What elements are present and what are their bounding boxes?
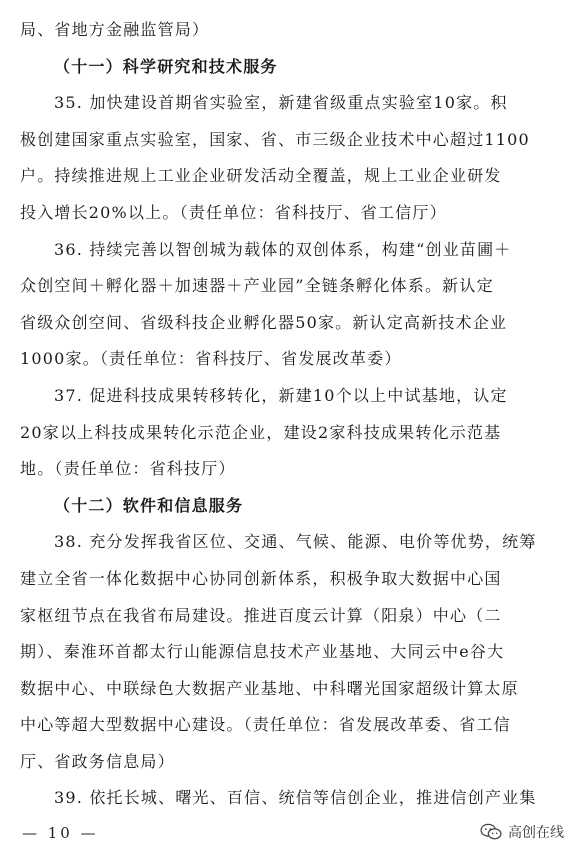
text-line: 厅、省政务信息局） <box>20 751 175 771</box>
text-line: 家枢纽节点在我省布局建设。推进百度云计算（阳泉）中心（二 <box>20 605 502 625</box>
text-line: 数据中心、中联绿色大数据产业基地、中科曙光国家超级计算太原 <box>20 678 519 698</box>
text-line: 1000家。（责任单位：省科技厅、省发展改革委） <box>20 349 402 369</box>
text-line: 省级众创空间、省级科技企业孵化器50家。新认定高新技术企业 <box>20 312 508 332</box>
text-line: 期）、秦淮环首都太行山能源信息技术产业基地、大同云中e谷大 <box>20 642 505 662</box>
text-line: 极创建国家重点实验室，国家、省、市三级企业技术中心超过1100 <box>20 129 530 149</box>
watermark-text: 高创在线 <box>508 825 564 841</box>
section-heading: （十一）科学研究和技术服务 <box>54 56 278 76</box>
section-heading: （十二）软件和信息服务 <box>54 495 244 515</box>
text-line: 投入增长20%以上。（责任单位：省科技厅、省工信厅） <box>20 202 447 222</box>
text-line: 建立全省一体化数据中心协同创新体系，积极争取大数据中心国 <box>20 568 502 588</box>
text-line: 局、省地方金融监管局） <box>20 20 210 39</box>
text-line: 中心等超大型数据中心建设。（责任单位：省发展改革委、省工信 <box>20 715 511 735</box>
watermark <box>480 822 564 842</box>
text-line: 户。持续推进规上工业企业研发活动全覆盖，规上工业企业研发 <box>20 166 502 186</box>
text-line: 38. 充分发挥我省区位、交通、气候、能源、电价等优势，统筹 <box>54 532 537 552</box>
text-line: 众创空间＋孵化器＋加速器＋产业园”全链条孵化体系。新认定 <box>20 276 494 296</box>
text-line: 20家以上科技成果转化示范企业，建设2家科技成果转化示范基 <box>20 422 502 442</box>
document-body <box>20 12 558 817</box>
text-line: 35. 加快建设首期省实验室，新建省级重点实验室10家。积 <box>54 93 508 113</box>
page-number: — 10 — <box>22 824 99 842</box>
page-footer <box>0 818 584 854</box>
wechat-icon <box>480 823 502 841</box>
text-line: 37. 促进科技成果转移转化，新建10个以上中试基地，认定 <box>54 385 508 405</box>
text-line: 39. 依托长城、曙光、百信、统信等信创企业，推进信创产业集 <box>54 788 537 808</box>
text-line: 地。（责任单位：省科技厅） <box>20 459 236 479</box>
text-line: 36. 持续完善以智创城为载体的双创体系，构建“创业苗圃＋ <box>54 239 512 259</box>
